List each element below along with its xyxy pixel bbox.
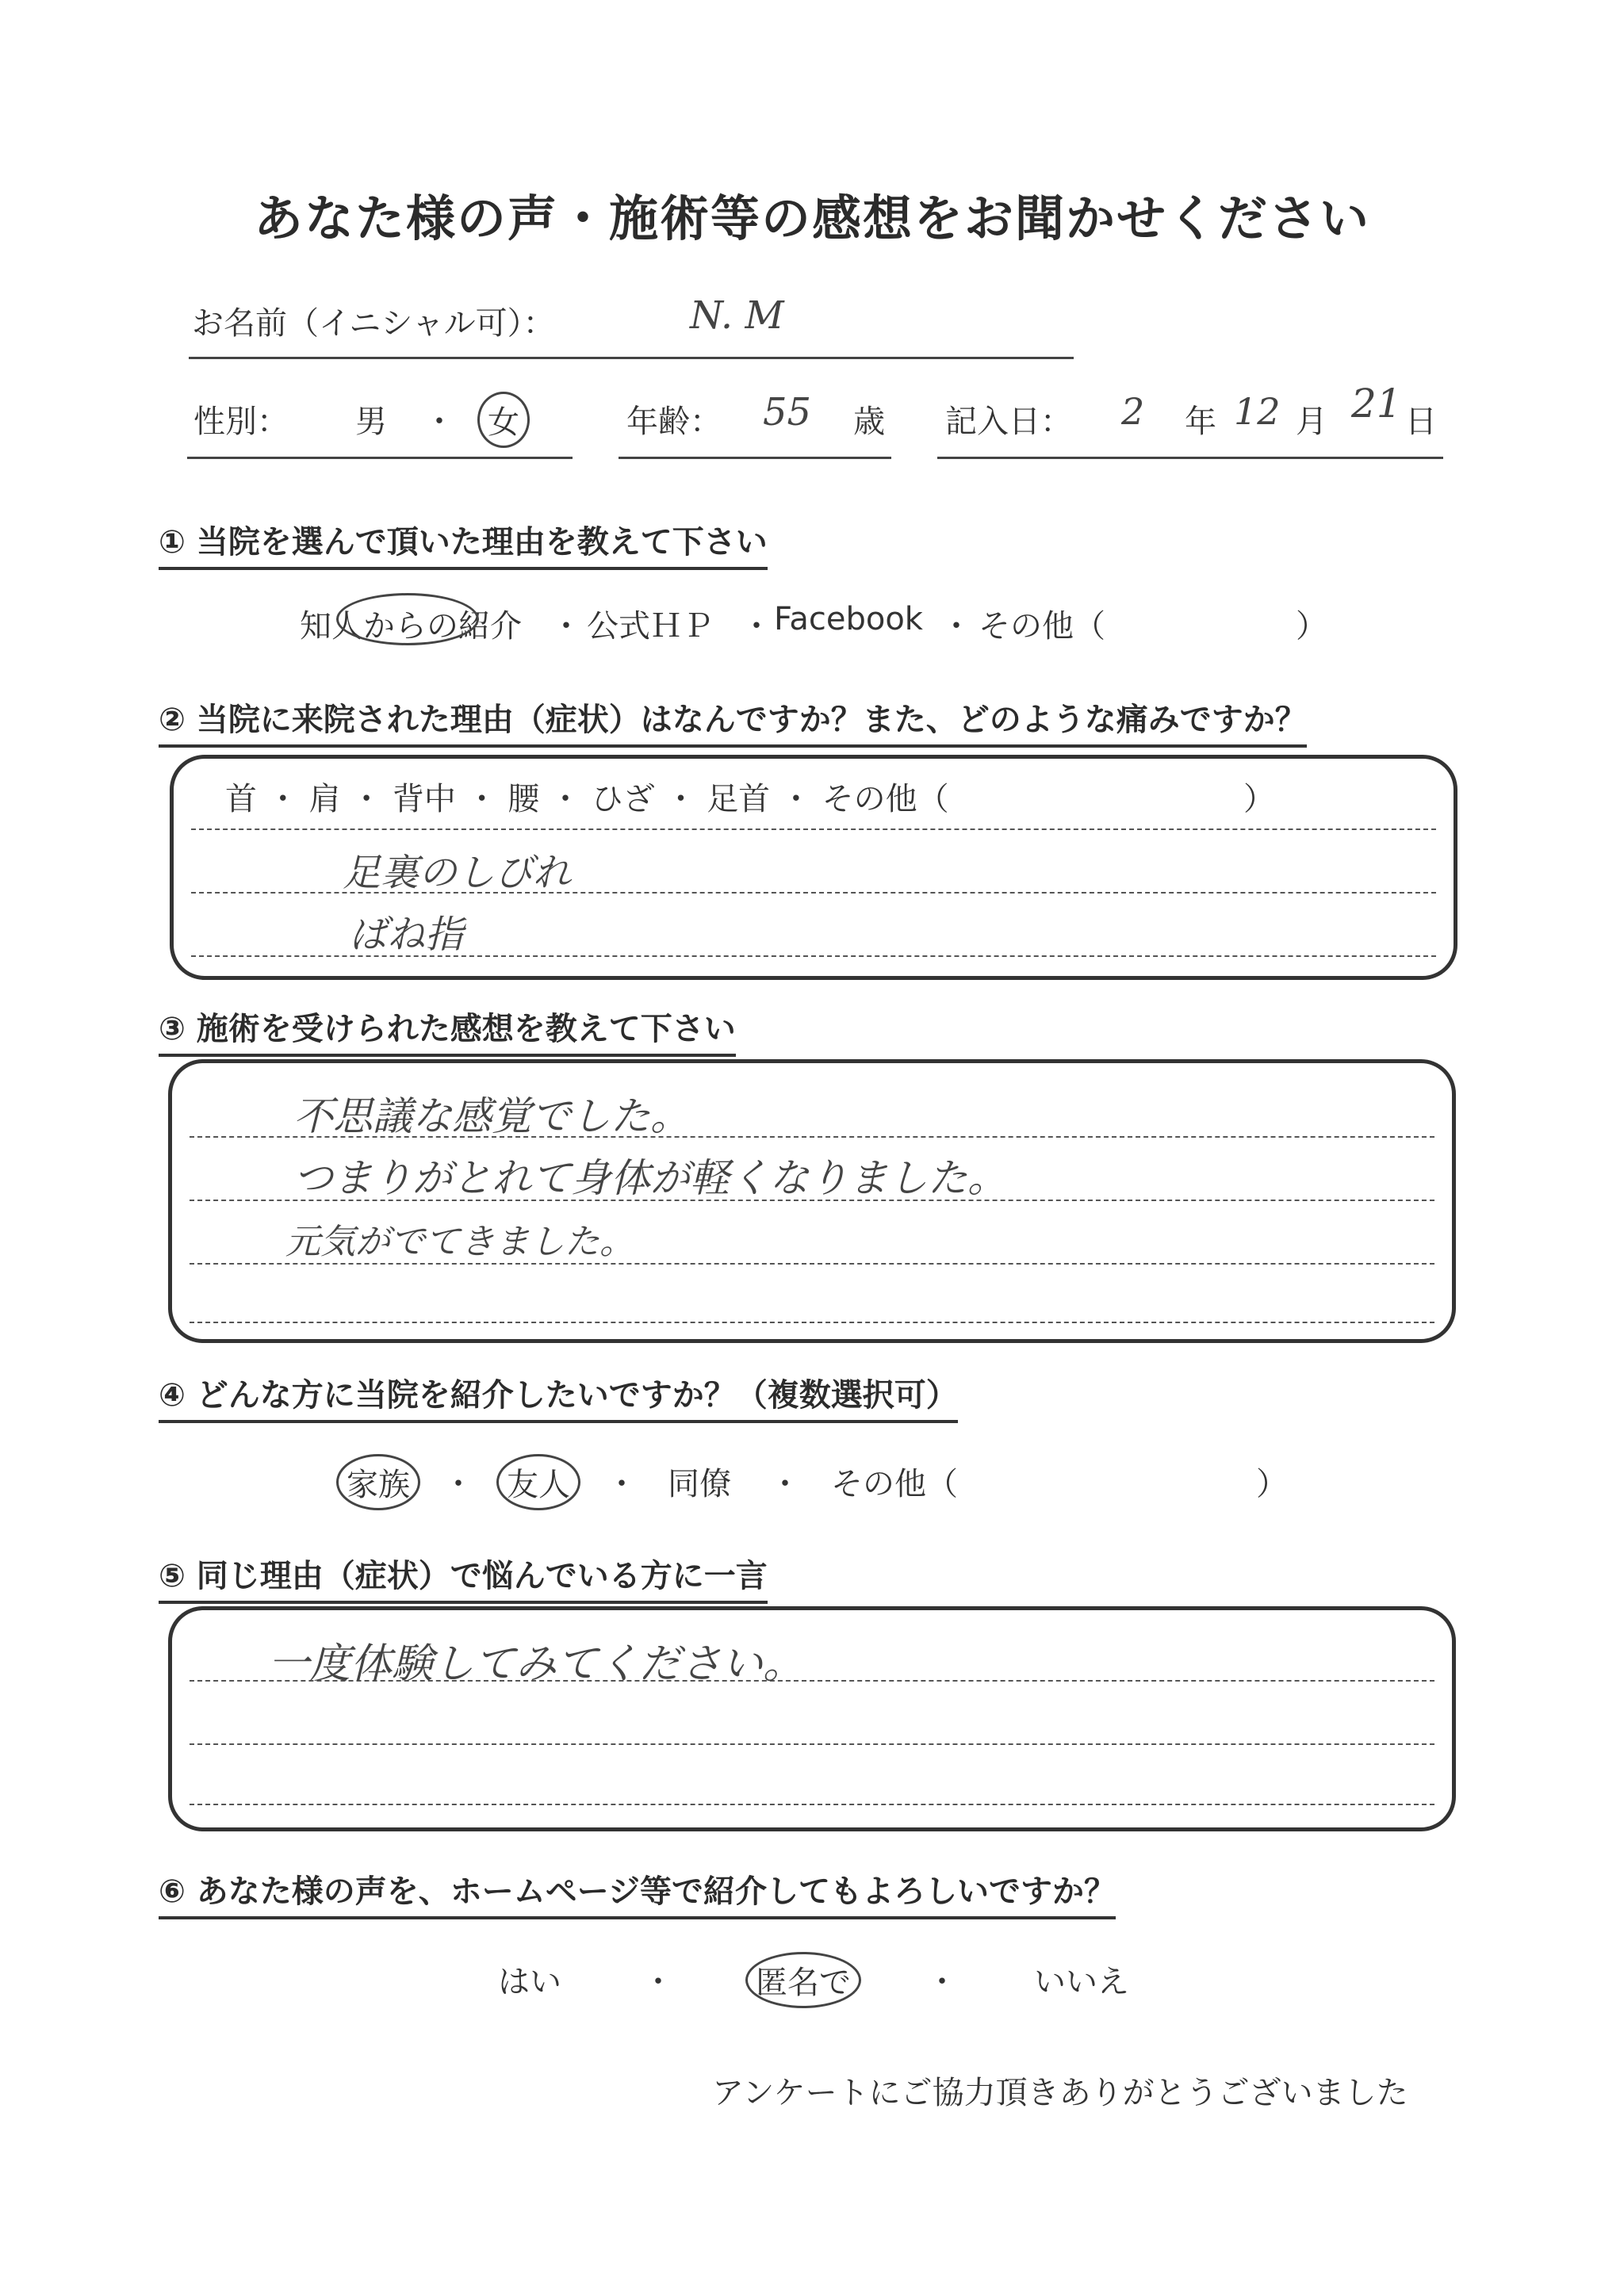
q1-separator-1: ・ (550, 608, 582, 645)
q2-sep: ・ (550, 781, 582, 817)
date-month-unit: 月 (1296, 404, 1327, 440)
q2-title: ② 当院に来院された理由（症状）はなんですか？また、どのような痛みですか？ (159, 695, 1307, 748)
q2-dashed-line-1 (191, 828, 1436, 830)
q2-option-other[interactable]: その他（ (822, 781, 949, 817)
gender-label: 性別： (193, 404, 289, 440)
date-month[interactable]: 12 (1234, 390, 1281, 433)
name-label: お名前（イニシャル可）： (192, 305, 555, 342)
q2-answer-1[interactable]: 足裏のしびれ (343, 851, 572, 895)
date-year[interactable]: 2 (1121, 390, 1145, 433)
q6-separator-1: ・ (642, 1964, 674, 2000)
date-year-unit: 年 (1185, 404, 1216, 440)
q4-separator-1: ・ (442, 1466, 474, 1502)
q4-option-friend[interactable]: 友人 (496, 1454, 580, 1510)
q6-option-anonymous[interactable]: 匿名で (745, 1952, 861, 2008)
name-value[interactable]: N. M (690, 293, 784, 338)
q1-other-close-paren: ） (1296, 608, 1327, 645)
q4-separator-3: ・ (769, 1466, 801, 1502)
q2-option-neck[interactable]: 首 (225, 781, 257, 817)
q2-option-knee[interactable]: ひざ (591, 781, 655, 817)
q2-options-row (225, 774, 949, 819)
q4-title: ④ どんな方に当院を紹介したいですか？（複数選択可） (159, 1370, 958, 1423)
q3-answer-2[interactable]: つまりがとれて身体が軽くなりました。 (293, 1155, 1007, 1201)
gender-female-circled[interactable]: 女 (477, 392, 530, 448)
q4-separator-2: ・ (606, 1466, 638, 1502)
q2-sep: ・ (266, 781, 299, 817)
q6-separator-2: ・ (926, 1964, 958, 2000)
date-day-unit: 日 (1405, 404, 1437, 440)
q3-answer-1[interactable]: 不思議な感覚でした。 (293, 1093, 690, 1139)
date-day[interactable]: 21 (1351, 381, 1402, 427)
q2-sep: ・ (350, 781, 383, 817)
q1-separator-3: ・ (940, 608, 972, 645)
q2-sep: ・ (779, 781, 812, 817)
age-value[interactable]: 55 (763, 390, 812, 434)
q4-option-coworker[interactable]: 同僚 (668, 1466, 731, 1502)
q6-title: ⑥ あなた様の声を、ホームページ等で紹介してもよろしいですか？ (159, 1866, 1116, 1919)
q1-referral-circle-mark (336, 593, 479, 645)
gender-male[interactable]: 男 (355, 404, 387, 440)
q3-title: ③ 施術を受けられた感想を教えて下さい (159, 1004, 736, 1057)
q5-dashed-line-3 (190, 1804, 1434, 1805)
q3-answer-3[interactable]: 元気がでてきました。 (285, 1222, 634, 1262)
gender-separator: ・ (423, 404, 455, 440)
page-title: あなた様の声・施術等の感想をお聞かせください (253, 189, 1370, 247)
q2-other-close-paren: ） (1243, 781, 1275, 817)
q2-sep: ・ (465, 781, 498, 817)
footer-thanks: アンケートにご協力頂きありがとうございました (712, 2075, 1408, 2111)
q5-title: ⑤ 同じ理由（症状）で悩んでいる方に一言 (159, 1551, 768, 1604)
q4-option-other[interactable]: その他（ (831, 1466, 958, 1502)
q2-option-shoulder[interactable]: 肩 (308, 781, 341, 817)
q2-option-lower-back[interactable]: 腰 (508, 781, 540, 817)
q5-answer-1[interactable]: 一度体験してみてください。 (268, 1640, 805, 1688)
q2-option-back[interactable]: 背中 (392, 781, 456, 817)
q6-option-yes[interactable]: はい (498, 1964, 561, 2000)
q1-separator-2: ・ (741, 608, 772, 645)
q4-option-family[interactable]: 家族 (336, 1454, 420, 1510)
age-unit: 歳 (853, 404, 885, 440)
q1-option-other[interactable]: その他（ (979, 608, 1105, 645)
q2-sep: ・ (665, 781, 697, 817)
q1-option-facebook[interactable]: Facebook (774, 601, 923, 637)
q1-option-referral-label: 知人からの紹介 (300, 608, 522, 645)
date-label: 記入日： (945, 404, 1072, 440)
q1-title: ① 当院を選んで頂いた理由を教えて下さい (159, 517, 768, 570)
age-label: 年齢： (626, 404, 722, 440)
q1-option-official-hp[interactable]: 公式ＨＰ (587, 608, 714, 645)
q2-answer-2[interactable]: ばね指 (349, 913, 464, 957)
q5-dashed-line-2 (190, 1743, 1434, 1745)
q3-dashed-line-4 (190, 1322, 1434, 1323)
q2-option-ankle[interactable]: 足首 (707, 781, 771, 817)
q4-other-close-paren: ） (1256, 1466, 1288, 1502)
q6-option-no[interactable]: いいえ (1034, 1964, 1129, 2000)
